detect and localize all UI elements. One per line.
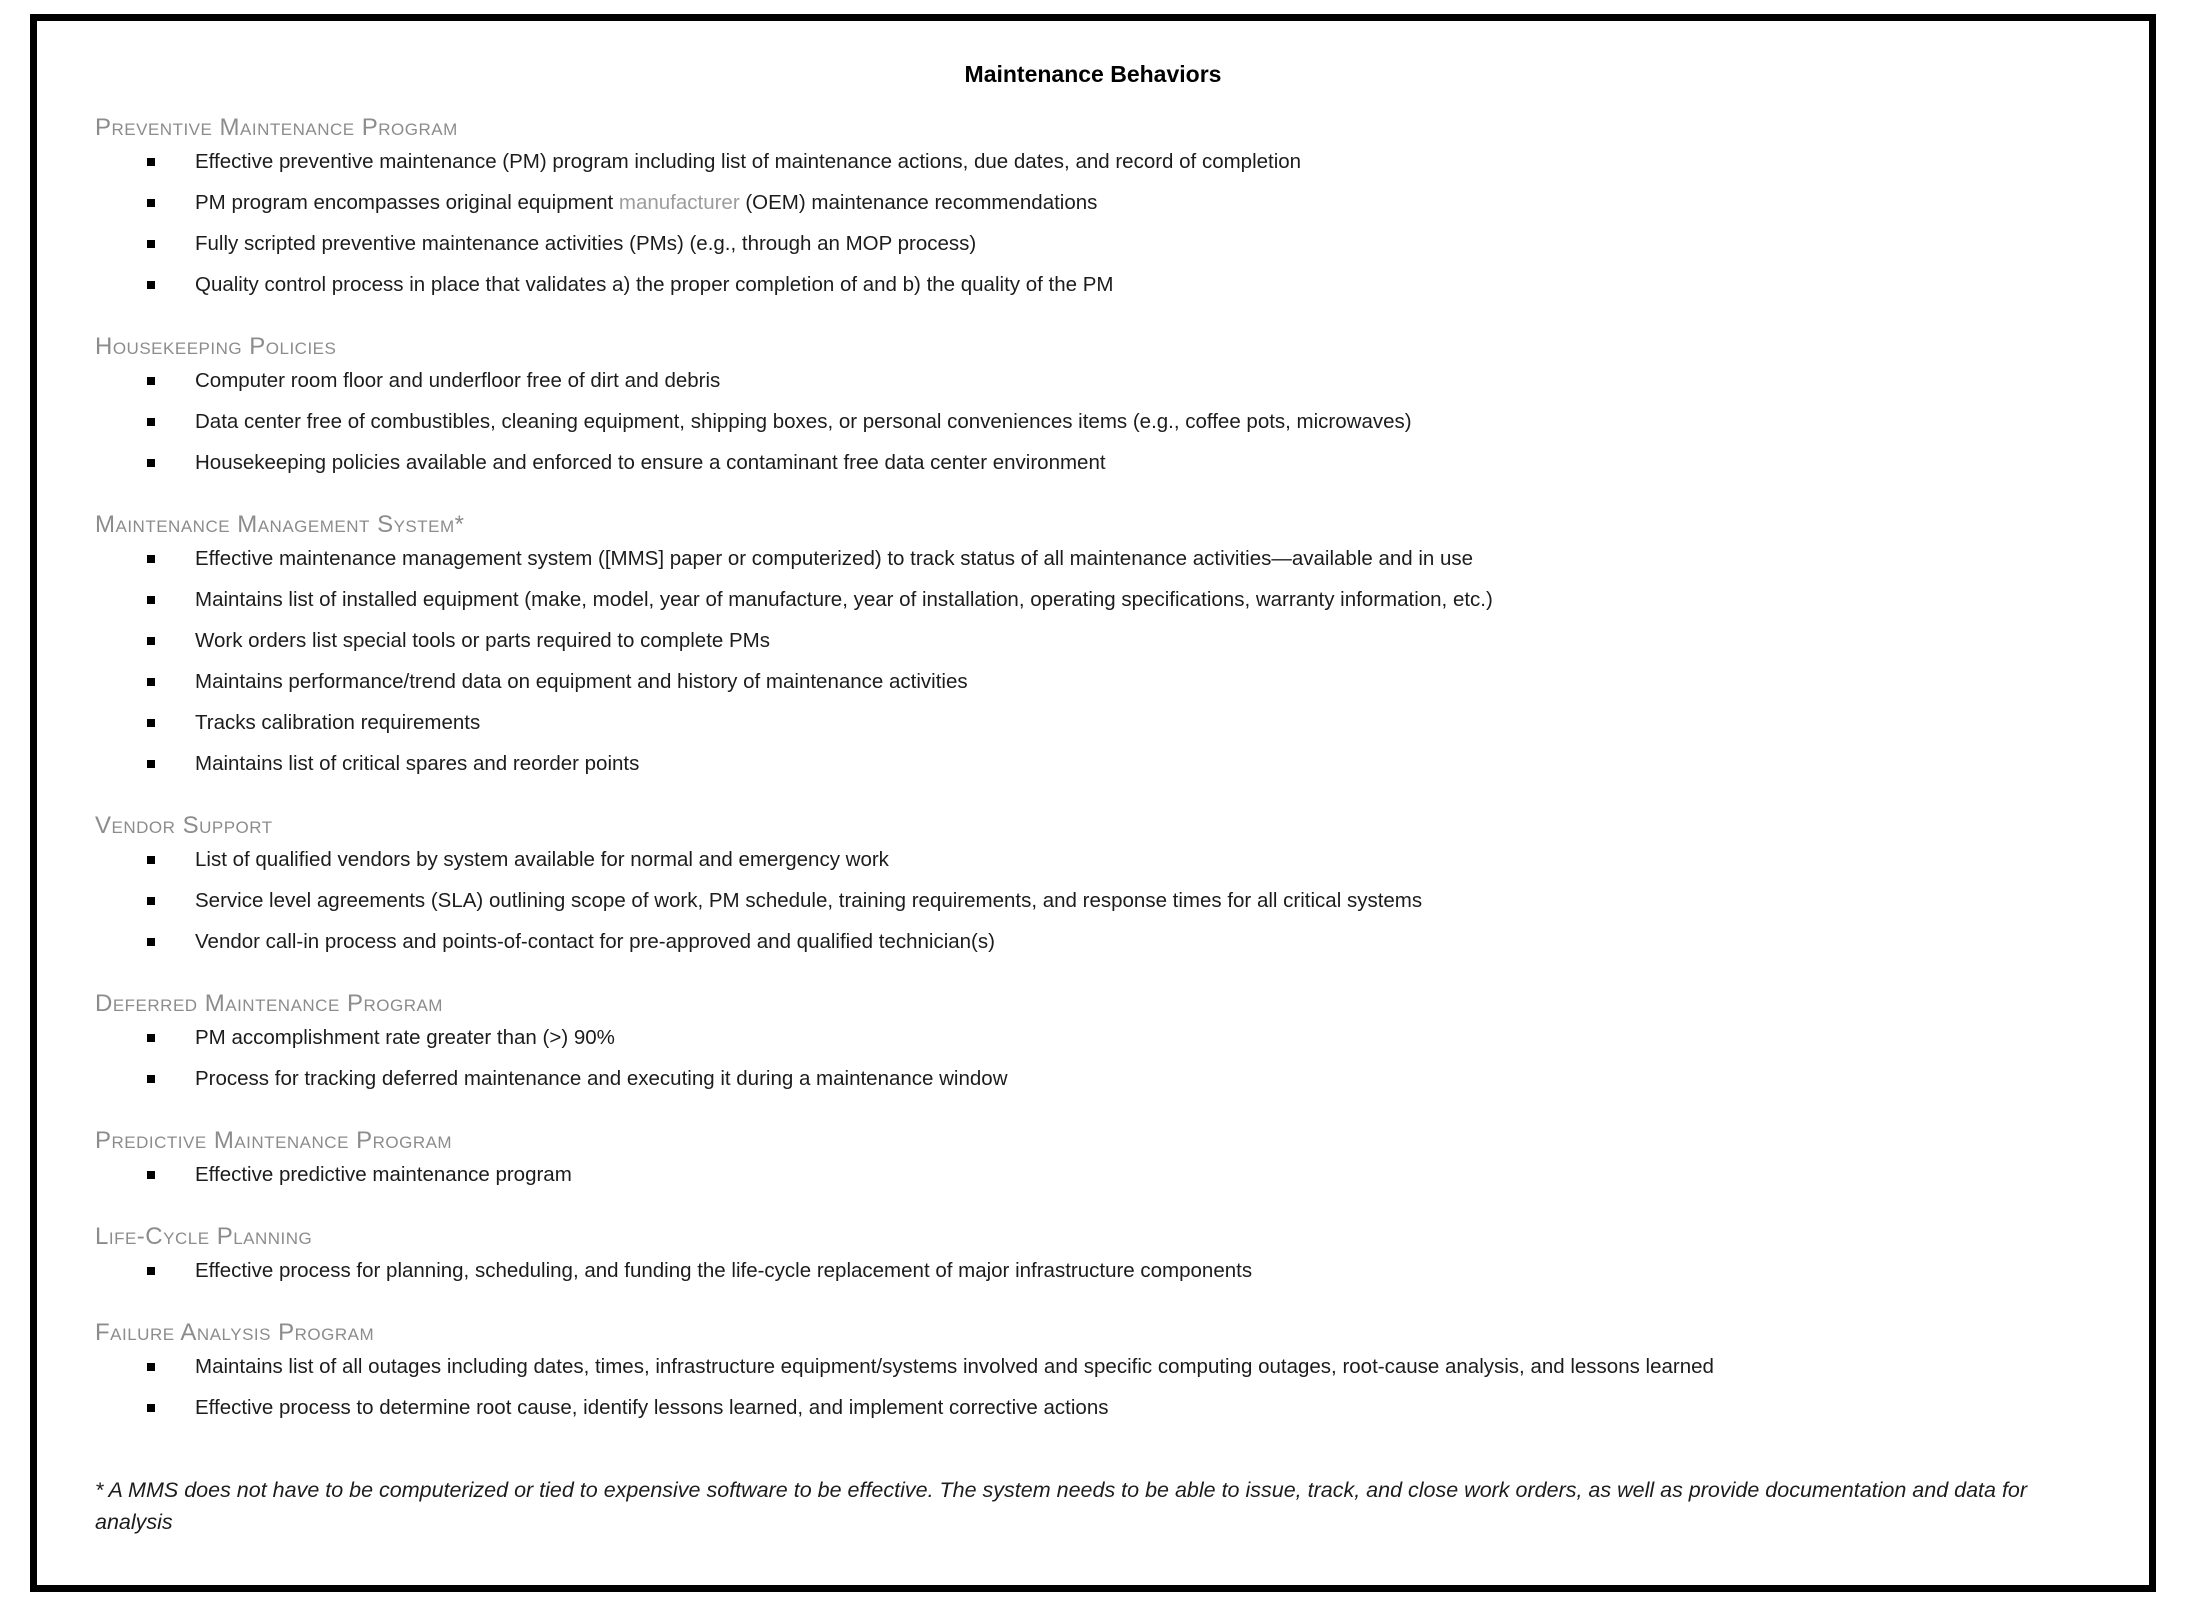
bullet-item (147, 750, 2091, 778)
bullet-text: Effective preventive maintenance (PM) program including list of maintenance actions, due dates, and record of completion (195, 150, 1302, 173)
square-bullet-icon (147, 459, 155, 467)
square-bullet-icon (147, 158, 155, 166)
bullet-item (147, 846, 2091, 874)
square-bullet-icon (147, 418, 155, 426)
bullet-list (95, 1024, 2091, 1093)
square-bullet-icon (147, 678, 155, 686)
section-heading: Preventive Maintenance Program (95, 114, 458, 141)
bullet-text: Fully scripted preventive maintenance activities (PMs) (e.g., through an MOP process) (195, 232, 977, 255)
section (95, 1319, 2091, 1422)
square-bullet-icon (147, 938, 155, 946)
square-bullet-icon (147, 1075, 155, 1083)
square-bullet-icon (147, 637, 155, 645)
bullet-text: Data center free of combustibles, cleaning equipment, shipping boxes, or personal conveniences items (e.g., coffee pots, microwaves) (195, 410, 1412, 433)
page-title: Maintenance Behaviors (964, 61, 1222, 87)
square-bullet-icon (147, 760, 155, 768)
bullet-item (147, 1024, 2091, 1052)
bullet-list (95, 545, 2091, 778)
bullet-text: Effective predictive maintenance program (195, 1163, 572, 1186)
bullet-item (147, 1257, 2091, 1285)
bullet-list (95, 1161, 2091, 1189)
section-heading: Life-Cycle Planning (95, 1223, 313, 1250)
page-border (30, 14, 2156, 1592)
bullet-text: Tracks calibration requirements (195, 711, 481, 734)
square-bullet-icon (147, 281, 155, 289)
bullet-item (147, 709, 2091, 737)
bullet-text: Effective process for planning, scheduling, and funding the life-cycle replacement of major infrastructure components (195, 1259, 1253, 1282)
bullet-item (147, 1065, 2091, 1093)
page-content (37, 21, 2149, 1554)
bullet-text: PM program encompasses original equipment manufacturer (OEM) maintenance recommendations (195, 191, 1098, 214)
square-bullet-icon (147, 1267, 155, 1275)
square-bullet-icon (147, 240, 155, 248)
sections (95, 114, 2091, 1422)
bullet-item (147, 230, 2091, 258)
bullet-item (147, 148, 2091, 176)
bullet-text: Quality control process in place that validates a) the proper completion of and b) the quality of the PM (195, 273, 1114, 296)
section-heading: Predictive Maintenance Program (95, 1127, 453, 1154)
bullet-item (147, 367, 2091, 395)
bullet-item (147, 408, 2091, 436)
bullet-text: Housekeeping policies available and enforced to ensure a contaminant free data center environment (195, 451, 1106, 474)
bullet-list (95, 367, 2091, 477)
bullet-list (95, 1257, 2091, 1285)
bullet-item (147, 1161, 2091, 1189)
bullet-text: Computer room floor and underfloor free of dirt and debris (195, 369, 721, 392)
section-heading: Maintenance Management System* (95, 511, 465, 538)
section (95, 990, 2091, 1093)
square-bullet-icon (147, 856, 155, 864)
footnote: * A MMS does not have to be computerized or tied to expensive software to be effective. The system needs to be able to issue, track, and close work orders, as well as provide documentation and data for analysis (95, 1478, 2028, 1534)
square-bullet-icon (147, 596, 155, 604)
bullet-item (147, 1394, 2091, 1422)
bullet-item (147, 189, 2091, 217)
bullet-item (147, 449, 2091, 477)
bullet-text: Maintains list of all outages including dates, times, infrastructure equipment/systems involved and specific computing outages, root-cause analysis, and lessons learned (195, 1355, 1714, 1378)
square-bullet-icon (147, 1363, 155, 1371)
bullet-list (95, 1353, 2091, 1422)
section-heading: Deferred Maintenance Program (95, 990, 443, 1017)
square-bullet-icon (147, 1034, 155, 1042)
bullet-text: Maintains performance/trend data on equipment and history of maintenance activities (195, 670, 968, 693)
section-heading: Vendor Support (95, 812, 273, 839)
bullet-text: List of qualified vendors by system available for normal and emergency work (195, 848, 889, 871)
bullet-item (147, 586, 2091, 614)
section (95, 1127, 2091, 1189)
section (95, 511, 2091, 778)
section-heading: Housekeeping Policies (95, 333, 337, 360)
square-bullet-icon (147, 897, 155, 905)
bullet-item (147, 928, 2091, 956)
square-bullet-icon (147, 1404, 155, 1412)
square-bullet-icon (147, 199, 155, 207)
bullet-text: Work orders list special tools or parts required to complete PMs (195, 629, 770, 652)
bullet-text: Effective maintenance management system ([MMS] paper or computerized) to track status of all maintenance activities—available and in use (195, 547, 1474, 570)
bullet-item (147, 1353, 2091, 1381)
square-bullet-icon (147, 1171, 155, 1179)
bullet-item (147, 627, 2091, 655)
bullet-item (147, 271, 2091, 299)
section (95, 1223, 2091, 1285)
bullet-text: Maintains list of critical spares and reorder points (195, 752, 640, 775)
section (95, 114, 2091, 299)
bullet-text: Effective process to determine root cause, identify lessons learned, and implement corrective actions (195, 1396, 1109, 1419)
section (95, 812, 2091, 956)
bullet-item (147, 887, 2091, 915)
bullet-text: Process for tracking deferred maintenance and executing it during a maintenance window (195, 1067, 1008, 1090)
bullet-text: PM accomplishment rate greater than (>) 90% (195, 1026, 615, 1049)
square-bullet-icon (147, 719, 155, 727)
bullet-item (147, 668, 2091, 696)
bullet-text: Maintains list of installed equipment (make, model, year of manufacture, year of installation, operating specifications, warranty information, etc.) (195, 588, 1493, 611)
bullet-text: Vendor call-in process and points-of-contact for pre-approved and qualified technician(s) (195, 930, 995, 953)
bullet-text: Service level agreements (SLA) outlining scope of work, PM schedule, training requirements, and response times for all critical systems (195, 889, 1423, 912)
bullet-item (147, 545, 2091, 573)
square-bullet-icon (147, 555, 155, 563)
bullet-list (95, 148, 2091, 299)
bullet-list (95, 846, 2091, 956)
section (95, 333, 2091, 477)
section-heading: Failure Analysis Program (95, 1319, 375, 1346)
square-bullet-icon (147, 377, 155, 385)
